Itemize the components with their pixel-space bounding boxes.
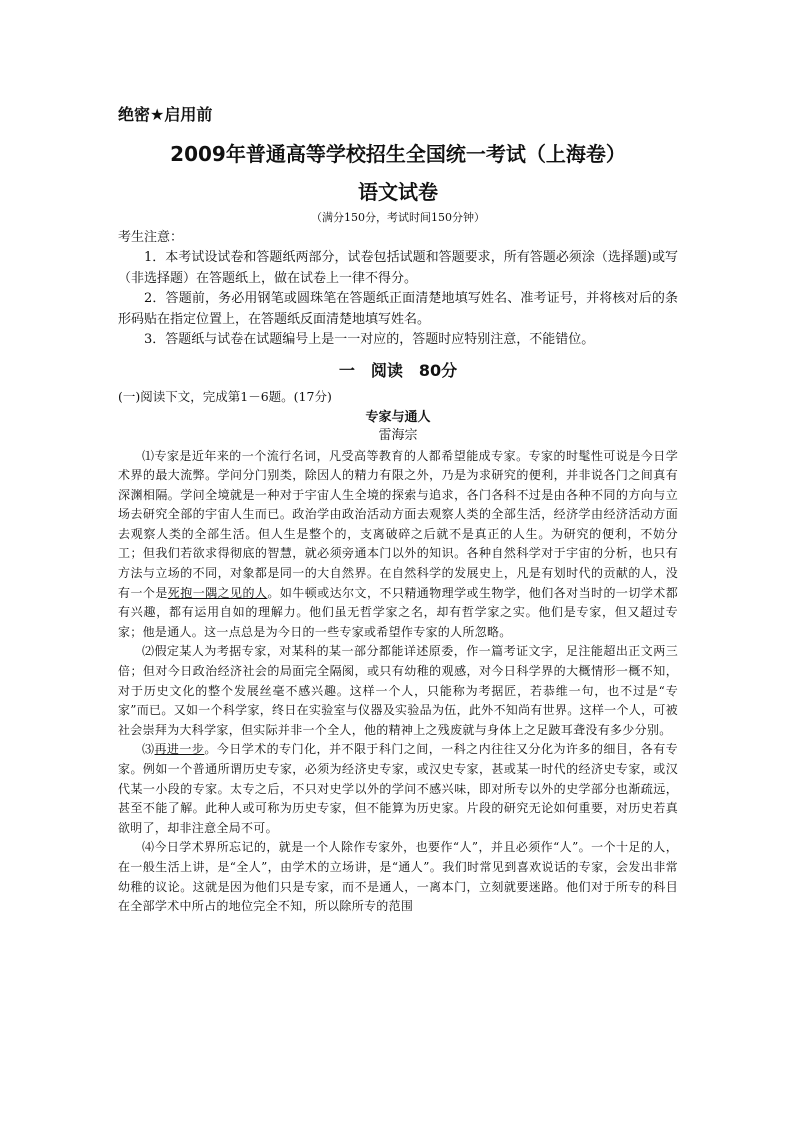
- article-title: 专家与通人: [365, 409, 431, 425]
- exam-page: [118, 104, 678, 917]
- notice-item-1: 1．本考试设试卷和答题纸两部分，试卷包括试题和答题要求，所有答题必须涂（选择题)或写（非选择题）在答题纸上，做在试卷上一律不得分。: [118, 250, 678, 286]
- secret-label: 绝密★启用前: [118, 105, 213, 124]
- score-info: （满分150分，考试时间150分钟）: [311, 211, 485, 224]
- article-paragraph-1: [118, 447, 678, 643]
- article-paragraph-4: ⑷今日学术界所忘记的，就是一个人除作专家外，也要作“人”，并且必须作“人”。一个十足的人，在一般生活上讲，是“全人”，由学术的立场讲，是“通人”。我们时常见到喜欢说话的专家，会发出非常幼稚的议论。这就是因为他们只是专家，而不是通人，一离本门，立刻就要迷路。他们对于所专的科目在全部学术中所占的地位完全不知，所以除所专的范围: [118, 840, 678, 914]
- paragraph-1-text-a: ⑴专家是近年来的一个流行名词，凡受高等教育的人都希望能成专家。专家的时髦性可说是今日学术界的最大流弊。学问分门别类，除因人的精力有限之外，乃是为求研究的便利，并非说各门之间真有深渊相隔。学问全境就是一种对于宇宙人生全境的探索与追求，各门各科不过是由各种不同的方向与立场去研究全部的宇宙人生而已。政治学由政治活动方面去观察人类的全部生活，经济学由经济活动方面去观察人类的全部生活。但人生是整个的，支离破碎之后就不是真正的人生。为研究的便利，不妨分工；但我们若欲求得彻底的智慧，就必须旁通本门以外的知识。各种自然科学对于宇宙的分析，也只有方法与立场的不同，对象都是同一的大自然界。在自然科学的发展史上，凡是有划时代的贡献的人，没有一个是: [118, 448, 678, 600]
- reading-instruction: (一)阅读下文，完成第1－6题。(17分): [118, 388, 332, 404]
- exam-title: 2009年普通高等学校招生全国统一考试（上海卷）: [170, 142, 626, 166]
- paragraph-1-text-b: 。如牛顿或达尔文，不只精通物理学或生物学，他们各对当时的一切学术都有兴趣，都有运用自如的理解力。他们虽无哲学家之名，却有哲学家之实。他们是专家，但又超过专家；他是通人。这一点总是为今日的一些专家或希望作专家的人所忽略。: [118, 585, 679, 639]
- exam-subtitle: 语文试卷: [358, 180, 438, 204]
- article-paragraph-3: [118, 740, 678, 838]
- notice-item-3: 3．答题纸与试卷在试题编号上是一一对应的，答题时应特别注意，不能错位。: [144, 332, 595, 347]
- section-title: 一 阅读 80分: [338, 360, 458, 380]
- article-author: 雷海宗: [378, 427, 418, 443]
- paragraph-3-text-b: 。今日学术的专门化，并不限于科门之间，一科之内往往又分化为许多的细目，各有专家。例如一个普通所谓历史专家，必须为经济史专家，或汉史专家，甚或某一时代的经济史专家，或汉代某一小段的专家。太专之后，不只对史学以外的学问不感兴味，即对所专以外的史学部分也渐疏远，甚至不能了解。此种人或可称为历史专家，但不能算为历史家。片段的研究无论如何重要，对历史若真欲明了，却非注意全局不可。: [118, 742, 678, 835]
- notice-item-2: 2．答题前，务必用钢笔或圆珠笔在答题纸正面清楚地填写姓名、准考证号，并将核对后的条形码贴在指定位置上，在答题纸反面清楚地填写姓名。: [118, 291, 678, 327]
- paragraph-3-text-a: ⑶: [142, 742, 155, 757]
- notice-label: 考生注意：: [118, 230, 184, 245]
- underlined-phrase-3: 再进一步: [154, 742, 205, 757]
- underlined-phrase-1: 死抱一隅之见的人: [167, 585, 268, 600]
- article-paragraph-2: ⑵假定某人为考据专家，对某科的某一部分都能详述原委，作一篇考证文字，足注能超出正文两三倍；但对今日政治经济社会的局面完全隔阂，或只有幼稚的观感，对今日科学界的大概情形一概不知，对于历史文化的整个发展丝毫不感兴趣。这样一个人，只能称为考据匠，若恭维一句，也不过是“专家”而已。又如一个科学家，终日在实验室与仪器及实验品为伍，此外不知尚有世界。这样一个人，可被社会崇拜为大科学家，但实际并非一个全人，他的精神上之残废就与身体上之足跛耳聋没有多少分别。: [118, 644, 678, 737]
